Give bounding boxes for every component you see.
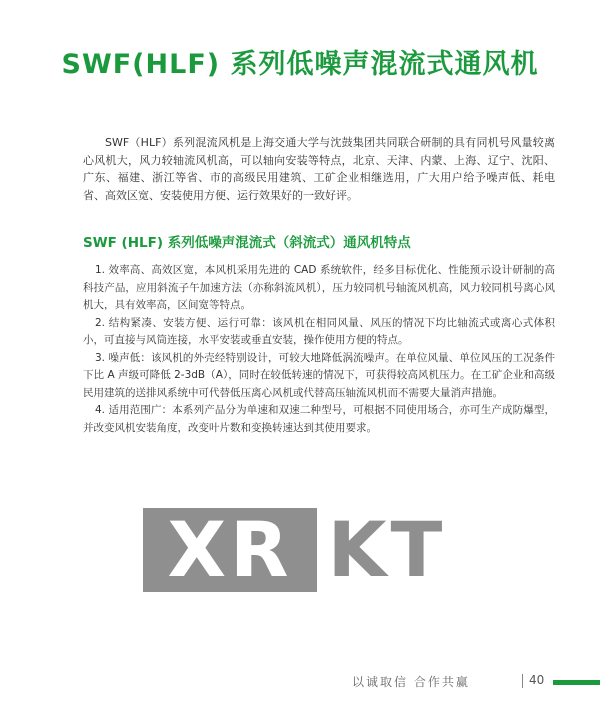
xrkt-logo: [143, 505, 457, 594]
page-number: 40: [529, 673, 545, 687]
features-list: [83, 262, 555, 437]
feature-item: 2. 结构紧凑、安装方便、运行可靠：该风机在相同风量、风压的情况下均比轴流式或离心式体积小，可直接与风筒连接，水平安装或垂直安装，操作使用方便的特点。: [83, 316, 555, 346]
logo-part-gray: XR: [143, 508, 317, 592]
footer-divider: [522, 674, 523, 688]
feature-item: 1. 效率高、高效区宽，本风机采用先进的 CAD 系统软件，经多目标优化、性能预示设计研制的高科技产品，应用斜流子午加速方法（亦称斜流风机），压力较同机号轴流风机高，风力较同机号离心风机大，具有效率高，区间宽等特点。: [83, 264, 555, 311]
features-heading: SWF (HLF) 系列低噪声混流式（斜流式）通风机特点: [83, 235, 411, 251]
feature-item: 3. 噪声低：该风机的外壳经特别设计，可较大地降低涡流噪声。在单位风量、单位风压的工况条件下比 A 声级可降低 2-3dB（A），同时在较低转速的情况下，可获得较高风机压力。在工矿企业和高级民用建筑的送排风系统中可代替低压离心风机或代替高压轴流风机而不需要大量消声措施。: [83, 351, 555, 399]
footer-accent-bar: [553, 680, 600, 685]
feature-item: 4. 适用范围广：本系列产品分为单速和双速二种型号，可根据不同使用场合，亦可生产成防爆型，并改变风机安装角度，改变叶片数和变换转速达到其使用要求。: [83, 404, 555, 434]
page-title: SWF(HLF) 系列低噪声混流式通风机: [61, 49, 539, 80]
intro-paragraph: SWF（HLF）系列混流风机是上海交通大学与沈鼓集团共同联合研制的具有同机号风量较离心风机大，风力较轴流风机高，可以轴向安装等特点，北京、天津、内蒙、上海、辽宁、沈阳、广东、福建、浙江等省、市的高级民用建筑、工矿企业相继选用，广大用户给予噪声低、耗电省、高效区宽、安装使用方便、运行效果好的一致好评。: [83, 136, 555, 202]
footer-slogan: 以诚取信 合作共赢: [352, 675, 470, 689]
logo-part-white: KT: [317, 508, 457, 592]
